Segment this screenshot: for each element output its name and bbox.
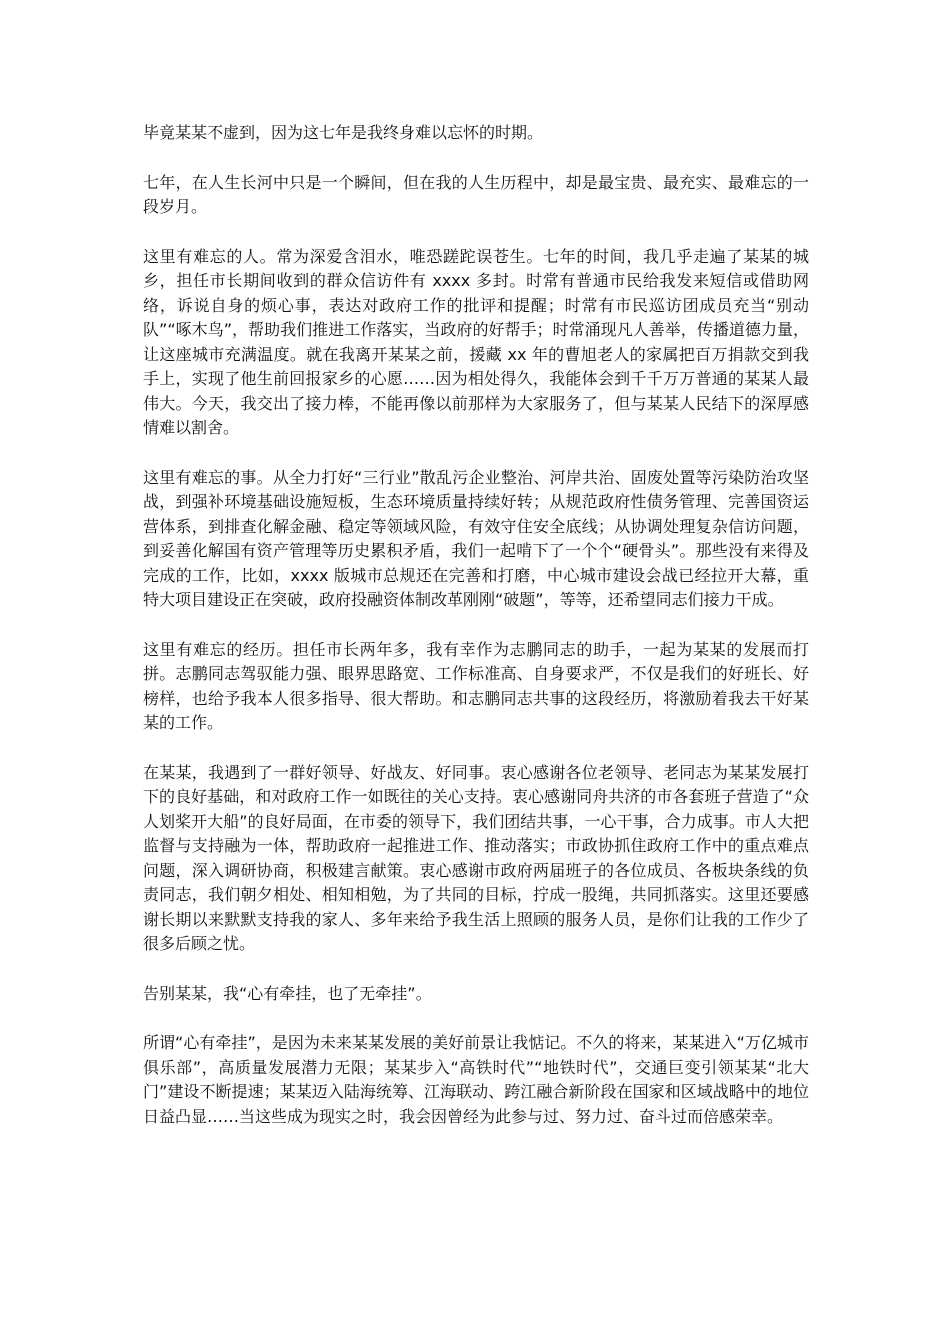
- paragraph-6: 在某某，我遇到了一群好领导、好战友、好同事。衷心感谢各位老领导、老同志为某某发展打下的良好基础，和对政府工作一如既往的关心支持。衷心感谢同舟共济的市各套班子营造了“众人划桨开大船”的良好局面，在市委的领导下，我们团结共事，一心干事，合力成事。市人大把监督与支持融为一体，帮助政府一起推进工作、推动落实；市政协抓住政府工作中的重点难点问题，深入调研协商，积极建言献策。衷心感谢市政府两届班子的各位成员、各板块条线的负责同志，我们朝夕相处、相知相勉，为了共同的目标，拧成一股绳，共同抓落实。这里还要感谢长期以来默默支持我的家人、多年来给予我生活上照顾的服务人员，是你们让我的工作少了很多后顾之忧。: [143, 762, 809, 953]
- document-body: [143, 121, 809, 1154]
- paragraph-1: 毕竟某某不虚到，因为这七年是我终身难以忘怀的时期。: [143, 123, 544, 142]
- paragraph-3: 这里有难忘的人。常为深爱含泪水，唯恐蹉跎误苍生。七年的时间，我几乎走遍了某某的城乡，担任市长期间收到的群众信访件有 xxxx 多封。时常有普通市民给我发来短信或借助网络，诉说自身的烦心事，表达对政府工作的批评和提醒；时常有市民巡访团成员充当“别动队”“啄木鸟”，帮助我们推进工作落实，当政府的好帮手；时常涌现凡人善举，传播道德力量，让这座城市充满温度。就在我离开某某之前，援藏 xx 年的曹旭老人的家属把百万捐款交到我手上，实现了他生前回报家乡的心愿……因为相处得久，我能体会到千千万万普通的某某人最伟大。今天，我交出了接力棒，不能再像以前那样为大家服务了，但与某某人民结下的深厚感情难以割舍。: [143, 246, 809, 437]
- paragraph-7: 告别某某，我“心有牵挂，也了无牵挂”。: [143, 983, 432, 1003]
- paragraph-8: 所谓“心有牵挂”，是因为未来某某发展的美好前景让我惦记。不久的将来，某某进入“万亿城市俱乐部”，高质量发展潜力无限；某某步入“高铁时代”“地铁时代”，交通巨变引领某某“北大门”建设不断提速；某某迈入陆海统筹、江海联动、跨江融合新阶段在国家和区域战略中的地位日益凸显……当这些成为现实之时，我会因曾经为此参与过、努力过、奋斗过而倍感荣幸。: [143, 1033, 809, 1126]
- paragraph-4: 这里有难忘的事。从全力打好“三行业”散乱污企业整治、河岸共治、固废处置等污染防治攻坚战，到强补环境基础设施短板，生态环境质量持续好转；从规范政府性债务管理、完善国资运营体系，到排查化解金融、稳定等领域风险，有效守住安全底线；从协调处理复杂信访问题，到妥善化解国有资产管理等历史累积矛盾，我们一起啃下了一个个“硬骨头”。那些没有来得及完成的工作，比如，xxxx 版城市总规还在完善和打磨，中心城市建设会战已经拉开大幕，重特大项目建设正在突破，政府投融资体制改革刚刚“破题”，等等，还希望同志们接力干成。: [143, 467, 809, 609]
- paragraph-2: 七年，在人生长河中只是一个瞬间，但在我的人生历程中，却是最宝贵、最充实、最难忘的一段岁月。: [143, 172, 809, 216]
- paragraph-5: 这里有难忘的经历。担任市长两年多，我有幸作为志鹏同志的助手，一起为某某的发展而打拼。志鹏同志驾驭能力强、眼界思路宽、工作标准高、自身要求严，不仅是我们的好班长、好榜样，也给予我本人很多指导、很大帮助。和志鹏同志共事的这段经历，将激励着我去干好某某的工作。: [143, 639, 809, 732]
